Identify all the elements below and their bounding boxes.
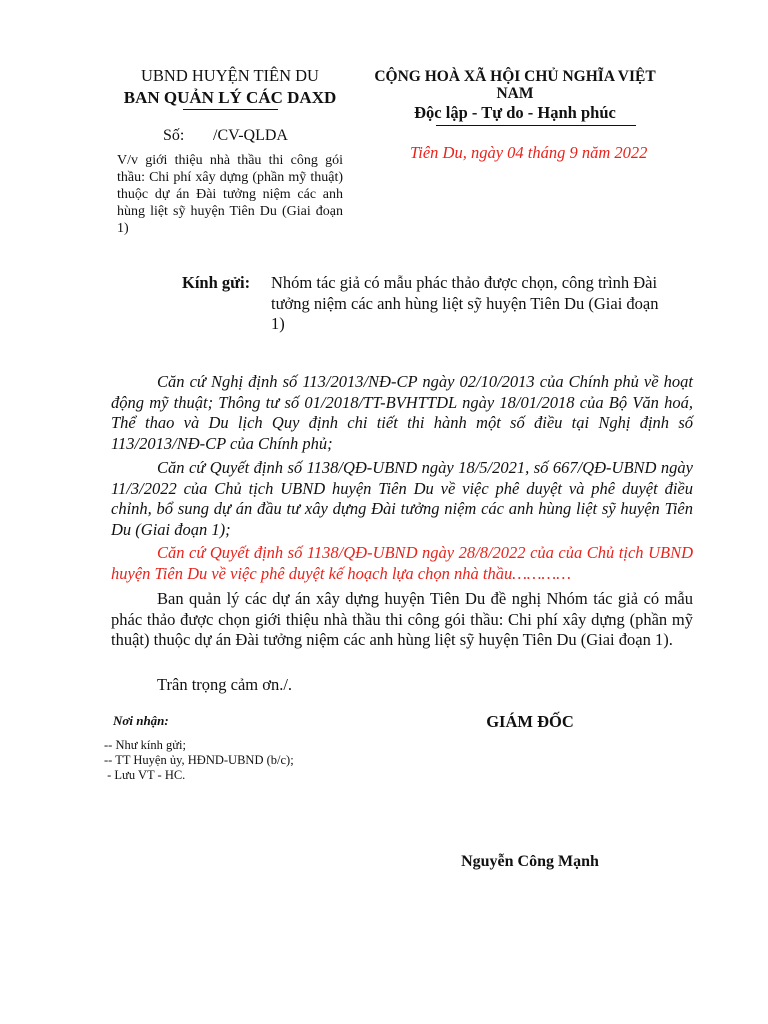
- body-paragraph-3: Căn cứ Quyết định số 1138/QĐ-UBND ngày 28/8/2022 của của Chủ tịch UBND huyện Tiên Du về việc phê duyệt kế hoạch lựa chọn nhà thầu…………: [111, 543, 693, 583]
- recipient-label: Kính gửi:: [182, 273, 251, 292]
- issuer-underline: [183, 109, 278, 110]
- national-title: CỘNG HOÀ XÃ HỘI CHỦ NGHĨA VIỆT NAM: [374, 68, 656, 102]
- body-paragraph-1: Căn cứ Nghị định số 113/2013/NĐ-CP ngày 02/10/2013 của Chính phủ về hoạt động mỹ thuật; Thông tư số 01/2018/TT-BVHTTDL ngày 18/01/2018 của Bộ Văn hoá, Thể thao và Du lịch Quy định chi tiết thi hành một số điều tại Nghị định số 113/2013/NĐ-CP của Chính phủ;: [111, 372, 693, 453]
- recipients-list-item: -- TT Huyện ủy, HĐND-UBND (b/c);: [104, 753, 294, 767]
- document-number-label: Số:: [163, 127, 185, 144]
- document-number: /CV-QLDA: [213, 127, 288, 144]
- recipient-text: Nhóm tác giả có mẫu phác thảo được chọn, công trình Đài tưởng niệm các anh hùng liệt sỹ huyện Tiên Du (Giai đoạn 1): [271, 273, 659, 333]
- signer-name: Nguyễn Công Mạnh: [461, 853, 599, 870]
- issuer-unit: BAN QUẢN LÝ CÁC DAXD: [123, 88, 337, 107]
- issuer-authority: UBND HUYỆN TIÊN DU: [141, 66, 319, 85]
- national-motto: Độc lập - Tự do - Hạnh phúc: [414, 103, 616, 122]
- signer-title: GIÁM ĐỐC: [486, 712, 574, 731]
- motto-underline: [436, 125, 636, 126]
- body-paragraph-4: Ban quản lý các dự án xây dựng huyện Tiên Du đề nghị Nhóm tác giả có mẫu phác thảo được chọn giới thiệu nhà thầu thi công gói thầu: Chi phí xây dựng (phần mỹ thuật) thuộc dự án Đài tưởng niệm các anh hùng liệt sỹ huyện Tiên Du (Giai đoạn 1).: [111, 589, 693, 649]
- document-date: Tiên Du, ngày 04 tháng 9 năm 2022: [410, 143, 648, 162]
- recipients-list-label: Nơi nhận:: [113, 713, 169, 728]
- recipients-list: [104, 738, 294, 783]
- recipients-list-item: -- Như kính gửi;: [104, 738, 186, 752]
- closing-thanks: Trân trọng cảm ơn./.: [157, 675, 293, 694]
- recipients-list-item: - Lưu VT - HC.: [104, 768, 186, 782]
- body-paragraph-2: Căn cứ Quyết định số 1138/QĐ-UBND ngày 18/5/2021, số 667/QĐ-UBND ngày 11/3/2022 của Chủ tịch UBND huyện Tiên Du về việc phê duyệt và phê duyệt điều chỉnh, bổ sung dự án đầu tư xây dựng Đài tưởng niệm các anh hùng liệt sỹ huyện Tiên Du (Giai đoạn 1);: [111, 458, 693, 539]
- document-subject: V/v giới thiệu nhà thầu thi công gói thầu: Chi phí xây dựng (phần mỹ thuật) thuộc dự án Đài tưởng niệm các anh hùng liệt sỹ huyện Tiên Du (Giai đoạn 1): [117, 153, 343, 236]
